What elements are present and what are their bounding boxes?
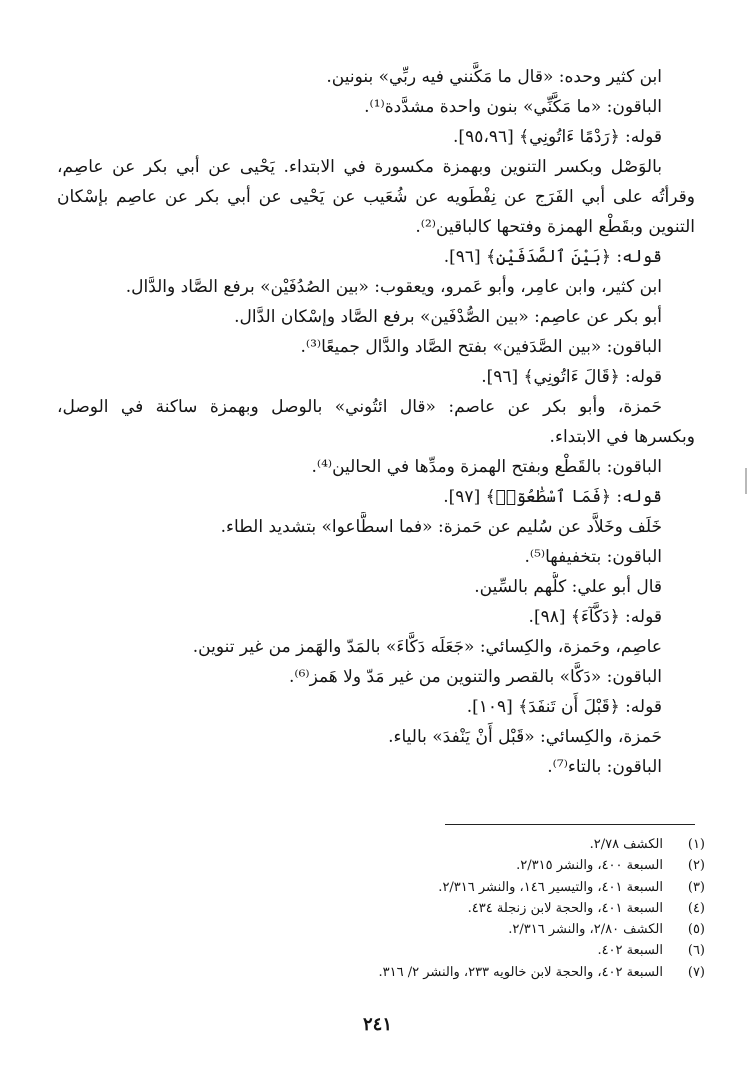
footnote-text: السبعة ٤٠١، والحجة لابن زنجلة ٤٣٤. xyxy=(467,900,663,916)
text-line: الباقون: «بين الصَّدَفين» بفتح الصَّاد والدَّال جميعًا⁽³⁾. xyxy=(300,337,662,357)
footnote-text: السبعة ٤٠٢، والحجة لابن خالويه ٢٣٣، والنشر ٢/ ٣١٦. xyxy=(378,964,663,980)
footnote xyxy=(55,940,705,961)
text-line: بالوَصْل وبكسر التنوين وبهمزة مكسورة في الابتداء. يَحْيى عن أبي بكر عن عاصِم، xyxy=(57,157,662,177)
footnote-number: (٣) xyxy=(687,879,705,895)
text-line: الباقون: بالقَطْع وبفتح الهمزة ومدِّها في الحالين⁽⁴⁾. xyxy=(311,457,662,477)
footnote xyxy=(55,877,705,898)
text-line: قال أبو علي: كلُّهم بالسِّين. xyxy=(474,577,662,597)
text-line: الباقون: بتخفيفها⁽⁵⁾. xyxy=(524,547,662,567)
footnote xyxy=(55,855,705,876)
text-line: ابن كثير، وابن عامِر، وأبو عَمرو، ويعقوب: «بين الصُدُفَيْن» برفع الصَّاد والدَّال. xyxy=(125,277,662,297)
footnotes xyxy=(55,834,705,983)
footnote-text: السبعة ٤٠١، والتيسير ١٤٦، والنشر ٢/٣١٦. xyxy=(438,879,663,895)
text-line: الباقون: «دَكًّا» بالقصر والتنوين من غير مَدّ ولا هَمز⁽⁶⁾. xyxy=(289,667,662,687)
footnote-text: الكشف ٢/٧٨. xyxy=(589,837,663,852)
text-line: ابن كثير وحده: «قال ما مَكَّنني فيه ربِّي» بنونين. xyxy=(326,67,662,87)
main-text xyxy=(57,62,695,782)
footnote xyxy=(55,919,705,940)
text-line: عاصِم، وحَمزة، والكِسائي: «جَعَلَه دَكَّاءَ» بالمَدّ والهَمز من غير تنوين. xyxy=(192,637,662,657)
footnote-text: السبعة ٤٠٠، والنشر ٢/٣١٥. xyxy=(516,858,663,874)
text-line: قوله: ﴿رَدْمًا ءَاتُونِي﴾ [٩٥،٩٦]. xyxy=(453,127,662,147)
text-line: حَمزة، والكِسائي: «قَبْل أَنْ يَنْفدَ» بالياء. xyxy=(388,727,662,747)
page-number: ٢٤١ xyxy=(362,1014,392,1035)
text-line: قوله: ﴿قَبْلَ أَن تَنفَدَ﴾ [١٠٩]. xyxy=(466,697,662,717)
footnote-number: (١) xyxy=(687,837,705,852)
text-line: وبكسرها في الابتداء. xyxy=(549,427,695,447)
footnote-number: (٢) xyxy=(687,858,705,874)
text-line: قوله: ﴿قَالَ ءَاتُونِي﴾ [٩٦]. xyxy=(481,367,662,387)
text-line: قوله: ﴿بَيْنَ ٱلصَّدَفَيْنِ﴾ [٩٦]. xyxy=(443,247,662,267)
text-line: قوله: ﴿دَكَّآءَ﴾ [٩٨]. xyxy=(528,607,662,627)
footnote-number: (٥) xyxy=(687,922,705,938)
text-line: التنوين وبقَطْع الهمزة وفتحها كالباقين⁽²⁾. xyxy=(415,217,695,237)
text-line: أبو بكر عن عاصِم: «بين الصُّدْفَين» برفع الصَّاد وإسْكان الدَّال. xyxy=(234,307,662,327)
text-line: حَمزة، وأبو بكر عن عاصم: «قال ائتُوني» بالوصل وبهمزة ساكنة في الوصل، xyxy=(57,397,662,417)
footnote-text: السبعة ٤٠٢. xyxy=(597,943,663,959)
text-line: الباقون: بالتاء⁽⁷⁾. xyxy=(547,757,662,777)
text-line: قوله: ﴿فَمَا ٱسْطَٰعُوٓا۟﴾ [٩٧]. xyxy=(443,487,662,507)
footnote-number: (٧) xyxy=(687,964,705,980)
footnote-divider xyxy=(445,824,695,825)
footnote xyxy=(55,898,705,919)
footnote-number: (٦) xyxy=(687,943,705,959)
scan-mark xyxy=(745,468,747,494)
footnote xyxy=(55,834,705,855)
footnote-text: الكشف ٢/٨٠، والنشر ٢/٣١٦. xyxy=(508,922,663,938)
text-line: وقرأتُه على أبي الفَرَج عن نِفْطَويه عن شُعَيب عن يَحْيى عن أبي بكر عن عاصِم بإسْكان xyxy=(57,187,695,207)
footnote xyxy=(55,962,705,983)
text-line: الباقون: «ما مَكَّنِّي» بنون واحدة مشدَّدة⁽¹⁾. xyxy=(364,97,662,117)
text-line: خَلَف وخَلاَّد عن سُليم عن حَمزة: «فما اسطَّاعوا» بتشديد الطاء. xyxy=(220,517,662,537)
footnote-number: (٤) xyxy=(687,900,705,916)
